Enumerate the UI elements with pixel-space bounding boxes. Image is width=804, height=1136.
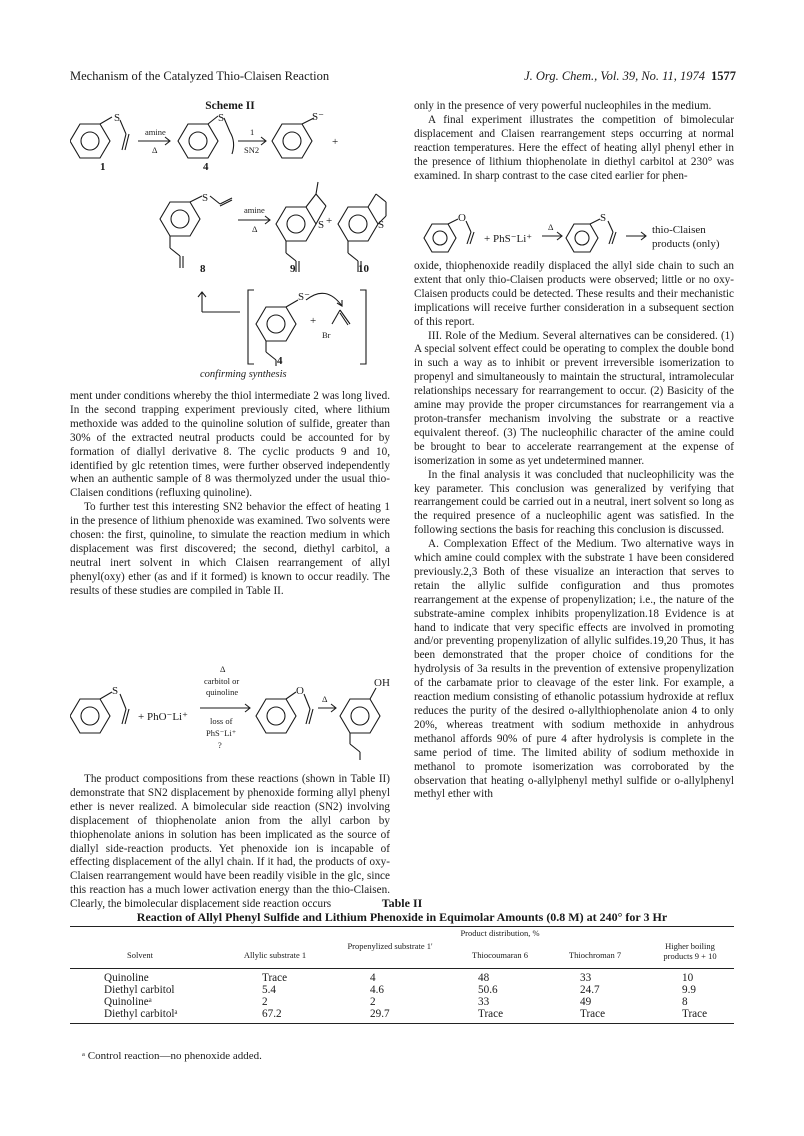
- s-minus-label: S⁻: [312, 112, 324, 123]
- cell-r2-thiocoumaran: 50.6: [478, 984, 498, 996]
- left-paragraph-1: ment under conditions whereby the thiol intermediate 2 was long lived. In the second trapping experiment previously cited, where lithium methoxide was added to the quinoline solution of sulfide, greater than 30% of the extracted neutral products could be accounted for by formation of diallyl derivative 8. The cyclic products 9 and 10, identified by glc retention times, were further observed independently when an authentic sample of 8 was thermolyzed under the usual thio-Claisen conditions (refluxing quinoline).: [70, 390, 390, 500]
- table-header-allylic: Allylic substrate 1: [243, 950, 307, 960]
- right-paragraph-2: A final experiment illustrates the competition of bimolecular displacement and Claisen rearrangement steps occurring at normal reaction temperatures. Here the effect of heating allyl phenyl ether in the presence of lithium thiophenolate in diethyl carbitol at 230° was examined. In sharp contrast to the case cited earlier for phen-: [414, 113, 734, 182]
- cell-r4-thiocoumaran: Trace: [478, 1008, 504, 1020]
- amine-label-1: amine: [145, 127, 166, 137]
- compound-number-1: 1: [100, 161, 106, 173]
- phenoxide-reaction-figure: [70, 664, 390, 760]
- cell-r2-propenyl: 4.6: [370, 984, 384, 996]
- left-paragraph-3: The product compositions from these reactions (shown in Table II) demonstrate that SN2 displacement by phenoxide forming allyl phenyl ether is never realized. A bimolecular side reaction (SN2) involving displacement of thiophenolate anion from the allyl carbon by thiophenolate anions in solution has been implicated as the source of diallyl side-reaction products. Yet phenoxide ion is incapable of effecting displacement of the allyl chain. If it had, the products of oxy-Claisen rearrangement would have been readily visible in the glc, since this reaction has a much lower activation energy than the thio-Claisen. Clearly, the bimolecular displacement side reaction occurs: [70, 773, 390, 911]
- compound-number-10: 10: [358, 263, 369, 275]
- thiophenolate-reagent: + PhS⁻Li⁺: [484, 233, 533, 245]
- right-paragraph-1: only in the presence of very powerful nucleophiles in the medium.: [414, 100, 712, 112]
- scheme-title: Scheme II: [205, 100, 255, 112]
- table-subtitle: Reaction of Allyl Phenyl Sulfide and Lithium Phenoxide in Equimolar Amounts (0.8 M) at 240° for 3 Hr: [136, 910, 668, 924]
- delta-label-2: Δ: [252, 224, 258, 234]
- cell-r4-propenyl: 29.7: [370, 1008, 390, 1020]
- cell-r1-higher: 10: [682, 972, 694, 984]
- cell-r2-higher: 9.9: [682, 984, 696, 996]
- oh-label: OH: [374, 677, 390, 689]
- thio-claisen-products-1: thio-Claisen: [652, 224, 706, 236]
- rxn2-below-2: PhS⁻Li⁺: [206, 728, 237, 738]
- s-label-rxn2: S: [112, 685, 119, 697]
- s-label-10: S: [378, 219, 385, 231]
- s-label-8: S: [202, 192, 209, 204]
- rxn2-above-3: quinoline: [206, 687, 239, 697]
- rxn2-above-1: Δ: [220, 664, 226, 674]
- right-paragraph-6: A. Complexation Effect of the Medium. Two alternative ways in which amine could complex with the substrate 1 have been considered previously.2,3 Both of these visualize an interaction that serves to retain the allylic sulfide configuration and thus promotes rearrangement at the expense of propenylization; i.e., the nature of the substrate-amine complex inhibits propenylization.18 Evidence is at hand to indicate that very specific effects are involved in promoting and/or preventing propenylization of allylic sulfides.19,20 Thus, it has been demonstrated that the proper choice of conditions for the hydrolysis of 3a results in the prevention of extensive propenylization of the carbamate prior to cleavage of the ester link. For example, a reaction medium consisting of ethanolic potassium hydroxide at reflux reduces the purity of the desired o-allylthiophenolate anion 4 to only 20%, whereas treatment with sodium methoxide in anhydrous methanol affords 90% of pure 4 after hydrolysis is complete in the same period of time. The limited ability of sodium methoxide in methanol to promote isomerization was corroborated by the observation that heating o-allylphenyl methyl sulfide or o-allylphenyl methyl ether with: [414, 538, 734, 801]
- table-header-higher: Higher boiling products 9 + 10: [663, 941, 717, 961]
- br-label: Br: [322, 330, 331, 340]
- phenoxide-reagent: + PhO⁻Li⁺: [138, 711, 188, 723]
- table-top-rule: [70, 926, 734, 927]
- cell-r4-higher: Trace: [682, 1008, 708, 1020]
- table-header-thiocoumaran: Thiocoumaran 6: [472, 950, 528, 960]
- journal-name: J. Org. Chem., Vol. 39, No. 11, 1974: [524, 69, 705, 83]
- plus-label-1: +: [332, 136, 339, 148]
- s-minus-label-bracket: S⁻: [298, 291, 310, 303]
- scheme-ii-figure: [70, 112, 390, 374]
- table-spanner: Product distribution, %: [460, 928, 540, 938]
- right-paragraph-4: III. Role of the Medium. Several alternatives can be considered. (1) A special solvent effect could be operating to complex the double bond in such a way as to inhibit or prevent irreversible isomerization to propenyl and simultaneously to maintain the structural, intramolecular relationships necessary for rearrangement to occur. (2) Basicity of the amine may provide the proper circumstances for rearrangement via a proton-transfer mechanism involving the substrate or a reactive equivalent thereof. (3) The nucleophilic character of the amine could be brought to bear to accelerate rearrangement at the expense of isomerization in some as yet undetermined manner.: [414, 329, 734, 467]
- table-bottom-rule: [70, 1023, 734, 1024]
- cell-r2-solvent: Diethyl carbitol: [104, 984, 175, 996]
- scheme-caption: confirming synthesis: [200, 369, 287, 380]
- cell-r4-allylic: 67.2: [262, 1008, 282, 1020]
- compound-8-structure: [160, 196, 232, 268]
- running-title: Mechanism of the Catalyzed Thio-Claisen Reaction: [70, 69, 330, 83]
- cell-r2-thiochroman: 24.7: [580, 984, 600, 996]
- thio-claisen-products-2: products (only): [652, 238, 720, 250]
- amine-label-2: amine: [244, 205, 265, 215]
- cell-r1-thiochroman: 33: [580, 972, 592, 984]
- thiophenolate-reaction-figure: [414, 212, 734, 258]
- cell-r4-thiochroman: Trace: [580, 1008, 606, 1020]
- cell-r3-thiocoumaran: 33: [478, 996, 490, 1008]
- rxn2-below-1: loss of: [210, 716, 233, 726]
- page-number: 1577: [711, 69, 736, 83]
- table-header-propenylized: Propenylized substrate 1': [347, 941, 433, 951]
- right-column-lower: [414, 260, 734, 802]
- cell-r1-solvent: Quinoline: [104, 972, 149, 984]
- compound-1-structure: [70, 117, 129, 158]
- compound-10-structure: [338, 194, 386, 272]
- sn2-label: SN2: [244, 145, 260, 155]
- journal-citation: [524, 69, 736, 84]
- o-label-rxn2: O: [296, 685, 304, 697]
- rxn2-above-2: carbitol or: [204, 676, 240, 686]
- cell-r3-propenyl: 2: [370, 996, 376, 1008]
- table-header-thiochroman: Thiochroman 7: [568, 950, 622, 960]
- cell-r1-thiocoumaran: 48: [478, 972, 490, 984]
- reagent-one-label: 1: [250, 127, 255, 137]
- plus-label-2: +: [326, 215, 333, 227]
- delta-label-rxn2: Δ: [322, 694, 328, 704]
- left-column-lower: [70, 773, 390, 912]
- right-paragraph-3: oxide, thiophenoxide readily displaced the allyl side chain to such an extent that only thio-Claisen products were observed; little or no oxy-Claisen products could be detected. These results and their mechanistic implications will receive further consideration in a subsequent section of this report.: [414, 260, 734, 328]
- cell-r2-allylic: 5.4: [262, 984, 276, 996]
- left-paragraph-2: To further test this interesting SN2 behavior the effect of heating 1 in the presence of lithium phenoxide was examined. Two solvents were chosen: the first, quinoline, to simulate the reaction medium in which displacement was first discovered; the second, diethyl carbitol, a neutral inert solvent in which Claisen rearrangement of allyl phenyl(oxy) ether (as and if it formed) is known to occur readily. The results of these studies are compiled in Table II.: [70, 501, 390, 597]
- o-label-right-rxn: O: [458, 212, 466, 224]
- plus-label-3: +: [310, 315, 317, 327]
- compound-number-4-bracket: 4: [277, 355, 283, 367]
- cell-r3-thiochroman: 49: [580, 996, 592, 1008]
- cell-r3-higher: 8: [682, 996, 688, 1008]
- compound-number-9: 9: [290, 263, 296, 275]
- compound-4-structure: [178, 116, 234, 158]
- table-header-rule: [70, 968, 734, 969]
- right-column-upper: [414, 100, 734, 183]
- thiophenolate-structure: [272, 118, 314, 158]
- delta-label-1: Δ: [152, 145, 158, 155]
- s-label-1: S: [114, 112, 121, 124]
- cell-r4-solvent: Diethyl carbitolᵃ: [104, 1008, 178, 1020]
- s-label-9: S: [318, 219, 325, 231]
- cell-r1-allylic: Trace: [262, 972, 288, 984]
- right-paragraph-5: In the final analysis it was concluded that nucleophilicity was the key parameter. This conclusion was generalized by verifying that rearrangement could be carried out in a neutral, inert solvent so long as the required presence of a nucleophilic agent was satisfied. In the following sections the basis for reaching this conclusion is discussed.: [414, 468, 734, 537]
- cell-r3-solvent: Quinolineᵃ: [104, 996, 152, 1008]
- table-title: Table II: [381, 896, 423, 910]
- compound-number-8: 8: [200, 263, 206, 275]
- rxn2-below-3: ?: [218, 740, 222, 750]
- delta-label-right-rxn: Δ: [548, 222, 554, 232]
- left-column-upper: [70, 390, 390, 599]
- s-label-4: S: [218, 112, 225, 124]
- cell-r1-propenyl: 4: [370, 972, 376, 984]
- cell-r3-allylic: 2: [262, 996, 268, 1008]
- table-header-solvent: Solvent: [127, 950, 153, 960]
- compound-number-4: 4: [203, 161, 209, 173]
- table-footnote: ᵃ Control reaction—no phenoxide added.: [82, 1050, 262, 1062]
- s-label-right-rxn: S: [600, 212, 607, 224]
